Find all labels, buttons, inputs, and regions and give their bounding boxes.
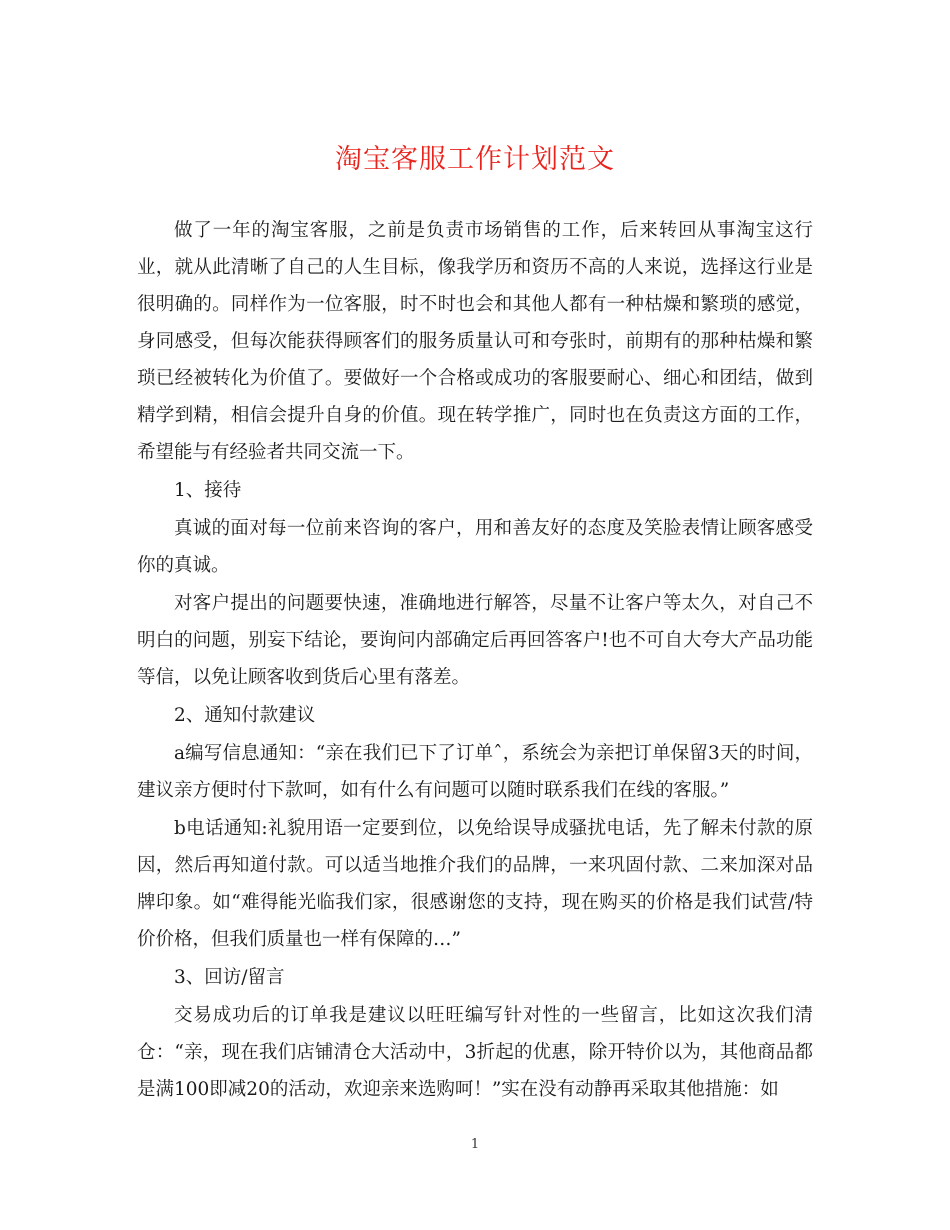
reception-paragraph-1: 真诚的面对每一位前来咨询的客户，用和善友好的态度及笑脸表情让顾客感受你的真诚。 [137, 518, 813, 576]
section-heading-reception: 1、接待 [174, 480, 242, 501]
followup-paragraph: 交易成功后的订单我是建议以旺旺编写针对性的一些留言，比如这次我们清仓：“亲，现在我们店铺清仓大活动中，3折起的优惠，除开特价以为，其他商品都是满100即减20的活动，欢迎亲来选购呵！”实在没有动静再采取其他措施：如 [137, 1005, 813, 1100]
intro-paragraph: 做了一年的淘宝客服，之前是负责市场销售的工作，后来转回从事淘宝这行业，就从此清晰了自己的人生目标，像我学历和资历不高的人来说，选择这行业是很明确的。同样作为一位客服，时不时也会和其他人都有一种枯燥和繁琐的感觉，身同感受，但每次能获得顾客们的服务质量认可和夸张时，前期有的那种枯燥和繁琐已经被转化为价值了。要做好一个合格或成功的客服要耐心、细心和团结，做到精学到精，相信会提升自身的价值。现在转学推广，同时也在负责这方面的工作，希望能与有经验者共同交流一下。 [137, 220, 813, 463]
reception-paragraph-2: 对客户提出的问题要快速，准确地进行解答，尽量不让客户等太久，对自己不明白的问题，别妄下结论，要询问内部确定后再回答客户!也不可自大夸大产品功能等信，以免让顾客收到货后心里有落差。 [137, 593, 813, 688]
payment-paragraph-b: b电话通知:礼貌用语一定要到位，以免给误导成骚扰电话，先了解未付款的原因，然后再知道付款。可以适当地推介我们的品牌，一来巩固付款、二来加深对品牌印象。如“难得能光临我们家，很感谢您的支持，现在购买的价格是我们试营/特价价格，但我们质量也一样有保障的…” [137, 818, 813, 950]
page-number: 1 [470, 1137, 480, 1152]
section-heading-followup: 3、回访/留言 [174, 967, 285, 988]
payment-paragraph-a: a编写信息通知：“亲在我们已下了订单ˆ，系统会为亲把订单保留3天的时间，建议亲方便时付下款呵，如有什么有问题可以随时联系我们在线的客服。” [137, 743, 813, 801]
document-body [137, 212, 813, 1108]
document-title: 淘宝客服工作计划范文 [335, 144, 615, 175]
section-heading-payment: 2、通知付款建议 [174, 705, 316, 726]
